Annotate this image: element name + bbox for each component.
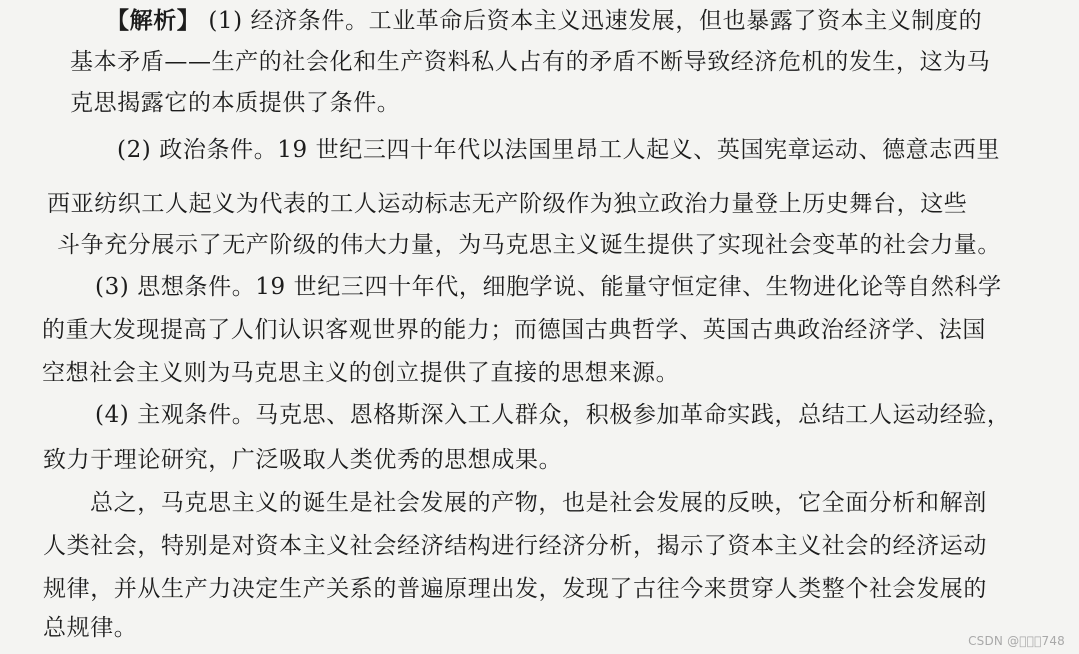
text-line-2: 基本矛盾——生产的社会化和生产资料私人占有的矛盾不断导致经济危机的发生，这为马	[70, 49, 991, 75]
text-line-10: (4) 主观条件。马克思、恩格斯深入工人群众，积极参加革命实践，总结工人运动经验，	[95, 402, 1011, 428]
text-line-14: 规律，并从生产力决定生产关系的普遍原理出发，发现了古往今来贯穿人类整个社会发展的	[43, 576, 987, 602]
text-line-4: (2) 政治条件。19 世纪三四十年代以法国里昂工人起义、英国宪章运动、德意志西里	[117, 137, 1001, 163]
text-line-7: (3) 思想条件。19 世纪三四十年代，细胞学说、能量守恒定律、生物进化论等自然科学	[95, 274, 1002, 300]
text-line-8: 的重大发现提高了人们认识客观世界的能力；而德国古典哲学、英国古典政治经济学、法国	[42, 317, 986, 343]
text-line-11: 致力于理论研究，广泛吸取人类优秀的思想成果。	[43, 447, 563, 473]
text-line-15: 总规律。	[43, 615, 138, 641]
text-line-6: 斗争充分展示了无产阶级的伟大力量，为马克思主义诞生提供了实现社会变革的社会力量。	[57, 232, 1001, 258]
analysis-label: 【解析】	[106, 7, 201, 34]
watermark: CSDN @   748	[968, 634, 1065, 648]
text-line-12: 总之，马克思主义的诞生是社会发展的产物，也是社会发展的反映，它全面分析和解剖	[90, 490, 987, 516]
line-1-text: (1) 经济条件。工业革命后资本主义迅速发展，但也暴露了资本主义制度的	[200, 8, 983, 34]
text-line-13: 人类社会，特别是对资本主义社会经济结构进行经济分析，揭示了资本主义社会的经济运动	[43, 533, 987, 559]
text-line-1	[106, 6, 982, 36]
text-line-5: 西亚纺织工人起义为代表的工人运动标志无产阶级作为独立政治力量登上历史舞台，这些	[47, 191, 968, 217]
text-line-9: 空想社会主义则为马克思主义的创立提供了直接的思想来源。	[42, 360, 680, 386]
text-line-3: 克思揭露它的本质提供了条件。	[70, 90, 401, 116]
